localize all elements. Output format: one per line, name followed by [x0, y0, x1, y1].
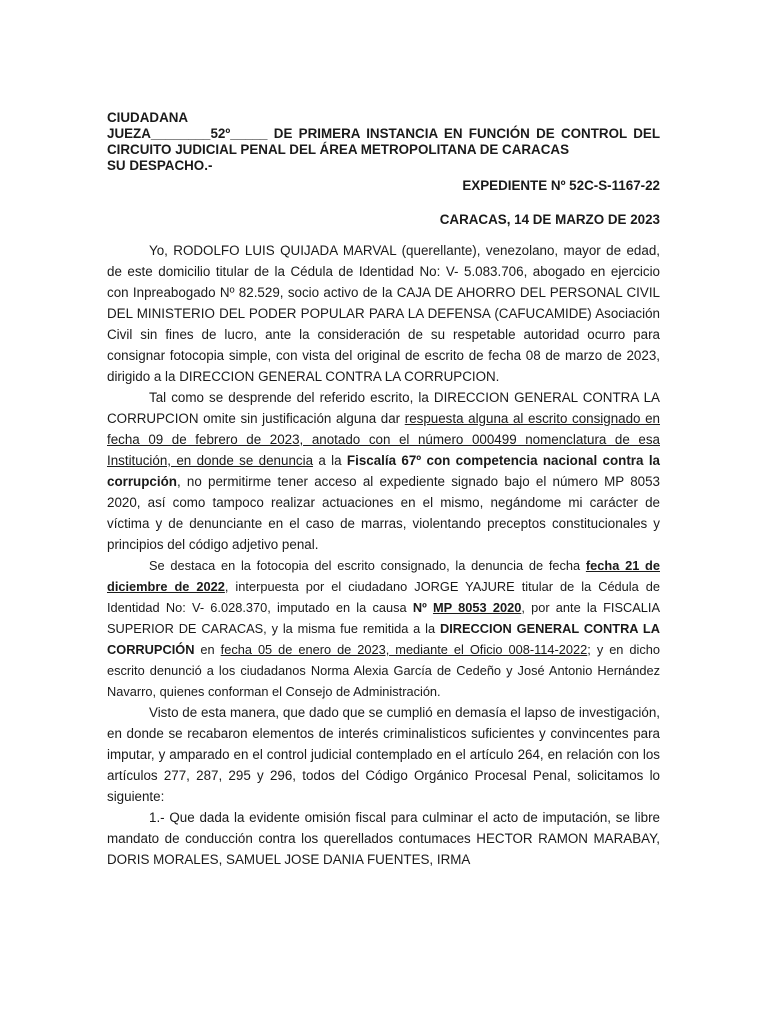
addressee-block — [107, 110, 660, 174]
document-date: CARACAS, 14 DE MARZO DE 2023 — [439, 212, 660, 227]
document-page — [107, 110, 660, 870]
paragraph-2-text-a: Tal como se desprende del referido escrito, la DIRECCION GENERAL CONTRA LA CORRUPCION omite sin justificación alguna dar — [107, 390, 660, 426]
addressee-court: JUEZA________52º_____ DE PRIMERA INSTANCIA EN FUNCIÓN DE CONTROL DEL CIRCUITO JUDICIAL PENAL DEL ÁREA METROPOLITANA DE CARACAS — [107, 126, 660, 157]
paragraph-3-number-prefix: Nº — [412, 600, 433, 615]
case-file-number: EXPEDIENTE Nº 52C-S-1167-22 — [462, 178, 660, 193]
paragraph-3-text-j: ; y en dicho escrito denunció a los ciudadanos Norma Alexia García de Cedeño y José Antonio Hernández Navarro, quienes conforman el Consejo de Administración. — [107, 642, 660, 699]
paragraph-3-text-a: Se destaca en la fotocopia del escrito consignado, la denuncia de fecha — [149, 558, 586, 573]
paragraph-3 — [107, 555, 660, 702]
paragraph-1: Yo, RODOLFO LUIS QUIJADA MARVAL (querellante), venezolano, mayor de edad, de este domicilio titular de la Cédula de Identidad No: V- 5.083.706, abogado en ejercicio con Inpreabogado Nº 82.529, socio activo de la CAJA DE AHORRO DEL PERSONAL CIVIL DEL MINISTERIO DEL PODER POPULAR PARA LA DEFENSA (CAFUCAMIDE) Asociación Civil sin fines de lucro, ante la consideración de su respetable autoridad ocurro para consignar fotocopia simple, con vista del original de escrito de fecha 08 de marzo de 2023, dirigido a la DIRECCION GENERAL CONTRA LA CORRUPCION. — [107, 243, 660, 384]
paragraph-3-text-h: en — [194, 642, 221, 657]
paragraph-2-bold-text: Fiscalía 67º con competencia nacional contra la corrupción — [107, 453, 660, 489]
addressee-closing: SU DESPACHO.- — [107, 158, 213, 173]
paragraph-3-text-f: , por ante la FISCALIA SUPERIOR DE CARACAS, y la misma fue remitida a la — [107, 600, 660, 636]
addressee-title: CIUDADANA — [107, 110, 189, 125]
paragraph-5: 1.- Que dada la evidente omisión fiscal para culminar el acto de imputación, se libre mandato de conducción contra los querellados contumaces HECTOR RAMON MARABAY, DORIS MORALES, SAMUEL JOSE DANIA FUENTES, IRMA — [107, 810, 660, 867]
paragraph-4: Visto de esta manera, que dado que se cumplió en demasía el lapso de investigación, en donde se recabaron elementos de interés criminalisticos suficientes y convincentes para imputar, y amparado en el control judicial contemplado en el artículo 264, en relación con los artículos 277, 287, 295 y 296, todos del Código Orgánico Procesal Penal, solicitamos lo siguiente: — [107, 705, 660, 804]
paragraph-2-underlined-text: respuesta alguna al escrito consignado en fecha 09 de febrero de 2023, anotado con el número 000499 nomenclatura de esa Institución, en donde se denuncia — [107, 411, 660, 468]
paragraph-3-text-c: , interpuesta por el ciudadano JORGE YAJURE titular de la Cédula de Identidad No: V- 6.028.370, imputado en la causa — [107, 579, 660, 615]
paragraph-3-complaint-date: fecha 21 de diciembre de 2022 — [107, 558, 660, 594]
document-body — [107, 240, 660, 870]
paragraph-3-remittance-date: fecha 05 de enero de 2023, mediante el Oficio 008-114-2022 — [220, 642, 588, 657]
paragraph-3-case-number: MP 8053 2020 — [432, 600, 522, 615]
paragraph-2 — [107, 387, 660, 555]
paragraph-3-directorate: DIRECCION GENERAL CONTRA LA CORRUPCIÓN — [107, 621, 660, 657]
paragraph-2-text-c: a la — [313, 453, 347, 468]
paragraph-2-text-e: , no permitirme tener acceso al expediente signado bajo el número MP 8053 2020, así como tampoco realizar actuaciones en el mismo, negándome mi carácter de víctima y de denunciante en el caso de marras, violentando preceptos constitucionales y principios del código adjetivo penal. — [107, 474, 660, 552]
